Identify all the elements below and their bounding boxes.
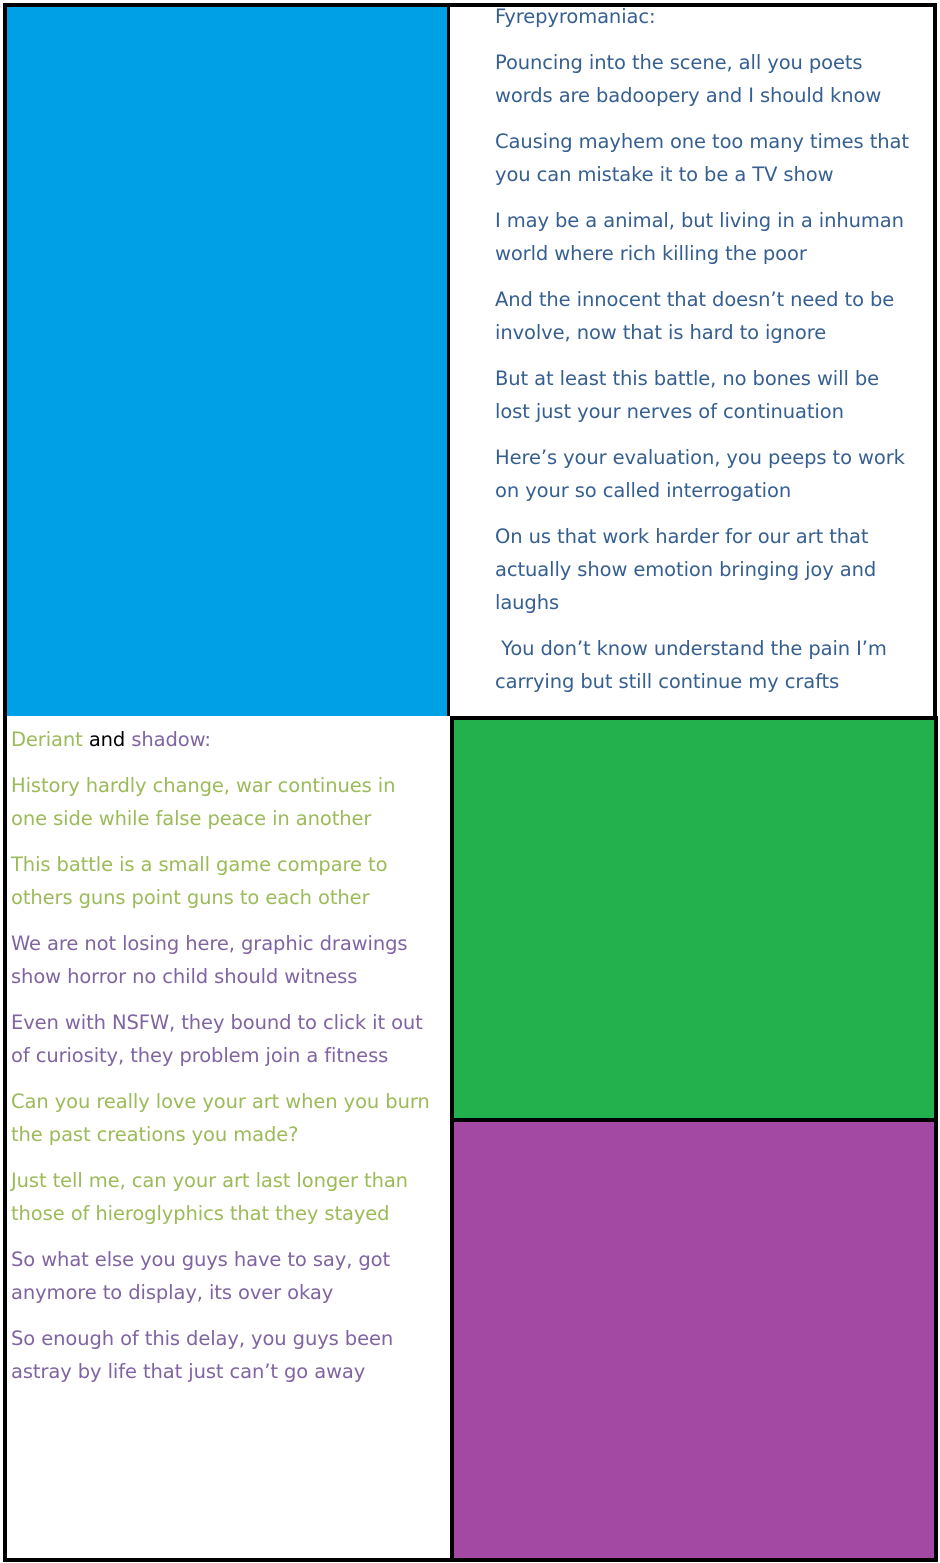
duo-line: This battle is a small game compare to xyxy=(11,853,388,876)
duo-line: of curiosity, they problem join a fitness xyxy=(11,1044,389,1067)
fyre-header-text: Fyrepyromaniac: xyxy=(495,5,656,28)
duo-line: Just tell me, can your art last longer than xyxy=(11,1169,408,1192)
duo-line: anymore to display, its over okay xyxy=(11,1281,334,1304)
duo-stanza-8 xyxy=(11,1322,430,1388)
fyre-line: And the innocent that doesn’t need to be xyxy=(495,288,895,311)
duo-line: the past creations you made? xyxy=(11,1123,299,1146)
fyre-line: Pouncing into the scene, all you poets xyxy=(495,51,863,74)
duo-line: We are not losing here, graphic drawings xyxy=(11,932,408,955)
fyre-line: Causing mayhem one too many times that xyxy=(495,130,909,153)
duo-stanza-6 xyxy=(11,1164,430,1230)
fyre-line: On us that work harder for our art that xyxy=(495,525,869,548)
fyre-line: you can mistake it to be a TV show xyxy=(495,163,834,186)
green-panel xyxy=(450,716,938,1122)
duo-stanza-4 xyxy=(11,1006,430,1072)
fyre-line: carrying but still continue my crafts xyxy=(495,670,840,693)
fyre-stanza-5 xyxy=(495,362,909,428)
fyre-line: I may be a animal, but living in a inhuman xyxy=(495,209,904,232)
duo-header xyxy=(11,723,430,756)
duo-stanza-5 xyxy=(11,1085,430,1151)
duo-line: astray by life that just can’t go away xyxy=(11,1360,366,1383)
fyre-line: actually show emotion bringing joy and xyxy=(495,558,877,581)
duo-line: History hardly change, war continues in xyxy=(11,774,396,797)
fyre-stanza-1 xyxy=(495,46,909,112)
fyre-line: You don’t know understand the pain I’m xyxy=(495,637,887,660)
duo-line: Even with NSFW, they bound to click it out xyxy=(11,1011,423,1034)
duo-line: show horror no child should witness xyxy=(11,965,358,988)
fyre-line: on your so called interrogation xyxy=(495,479,792,502)
duo-line: others guns point guns to each other xyxy=(11,886,370,909)
duo-line: Can you really love your art when you burn xyxy=(11,1090,430,1113)
duo-verse xyxy=(11,723,430,1401)
blue-panel xyxy=(3,3,451,720)
fyre-stanza-4 xyxy=(495,283,909,349)
duo-stanza-7 xyxy=(11,1243,430,1309)
duo-line: one side while false peace in another xyxy=(11,807,372,830)
and-word: and xyxy=(88,728,126,751)
duo-line: So what else you guys have to say, got xyxy=(11,1248,391,1271)
fyre-line: words are badoopery and I should know xyxy=(495,84,882,107)
duo-stanza-3 xyxy=(11,927,430,993)
fyre-header xyxy=(495,0,909,33)
duo-stanza-1 xyxy=(11,769,430,835)
fyre-stanza-6 xyxy=(495,441,909,507)
duo-stanza-2 xyxy=(11,848,430,914)
fyre-line: lost just your nerves of continuation xyxy=(495,400,844,423)
purple-panel xyxy=(450,1118,938,1562)
duo-line: So enough of this delay, you guys been xyxy=(11,1327,394,1350)
duo-line: those of hieroglyphics that they stayed xyxy=(11,1202,390,1225)
fyre-stanza-2 xyxy=(495,125,909,191)
fyre-line: world where rich killing the poor xyxy=(495,242,807,265)
fyre-verse xyxy=(495,0,909,711)
fyre-stanza-3 xyxy=(495,204,909,270)
fyre-line: laughs xyxy=(495,591,560,614)
fyre-stanza-7 xyxy=(495,520,909,619)
fyre-line: Here’s your evaluation, you peeps to work xyxy=(495,446,905,469)
deriant-name: Deriant xyxy=(11,728,83,751)
fyre-line: But at least this battle, no bones will be xyxy=(495,367,880,390)
fyre-stanza-8 xyxy=(495,632,909,698)
shadow-name: shadow: xyxy=(131,728,211,751)
fyre-line: involve, now that is hard to ignore xyxy=(495,321,827,344)
